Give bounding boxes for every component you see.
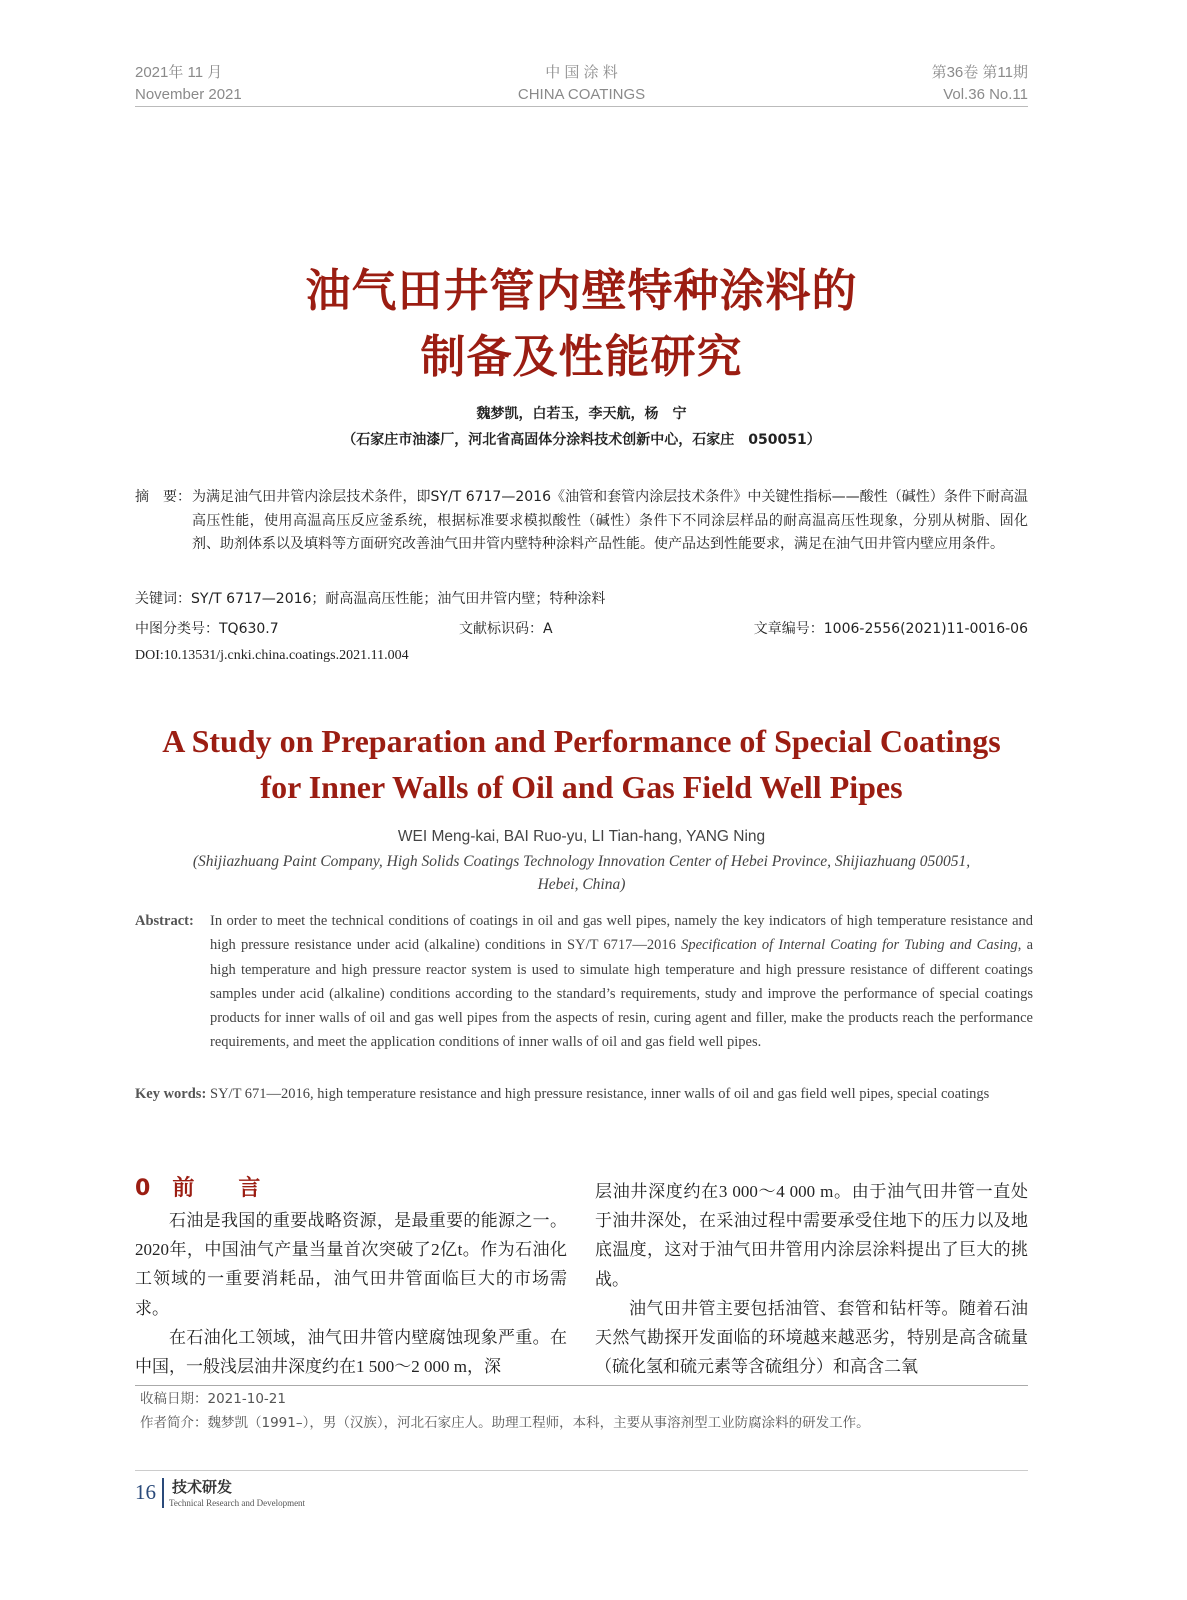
title-cn-line-2: 制备及性能研究: [420, 330, 743, 383]
standard-title: Specification of Internal Coating for Tubing and Casing: [681, 937, 1018, 954]
body-column-right: [595, 1177, 1028, 1381]
title-en-line-1: A Study on Preparation and Performance of Special Coatings: [162, 723, 1001, 759]
doi: DOI:10.13531/j.cnki.china.coatings.2021.11.004: [135, 648, 409, 663]
abstract-cn: [135, 486, 1028, 557]
header-date: [135, 62, 242, 106]
title-cn-line-1: 油气田井管内壁特种涂料的: [305, 264, 858, 317]
header-divider: [135, 106, 1028, 107]
authors-en: WEI Meng-kai, BAI Ruo-yu, LI Tian-hang, YANG Ning: [397, 828, 766, 845]
footer-divider: [135, 1470, 1028, 1471]
keywords-en-text: SY/T 671—2016, high temperature resistance and high pressure resistance, inner walls of oil and gas field well pipes, special coatings: [210, 1086, 990, 1102]
footer-separator: [162, 1478, 164, 1508]
abstract-en-text-part2: , a high temperature and high pressure reactor system is used to simulate high temperature and high pressure resistance of different coatings samples under acid (alkaline) conditions according to the standard’s requirements, study and improve the performance of special coatings products for inner walls of oil and gas well pipes from the aspects of resin, curing agent and filler, make the products reach the performance requirements, and meet the application conditions of inner walls of oil and gas field well pipes.: [210, 937, 1034, 1051]
title-en-line-2: for Inner Walls of Oil and Gas Field Well Pipes: [260, 769, 903, 805]
affiliation-cn: （石家庄市油漆厂，河北省高固体分涂料技术创新中心，石家庄 050051）: [342, 432, 821, 448]
section-title: 前 言: [172, 1176, 261, 1201]
keywords-cn-label: 关键词：: [135, 591, 191, 607]
abstract-cn-label: 摘 要：: [135, 489, 191, 505]
page-number: 16: [135, 1480, 156, 1504]
section-number: 0: [135, 1176, 151, 1201]
header-journal: [435, 62, 728, 106]
header-issue: [932, 62, 1028, 106]
keywords-cn: [135, 588, 605, 610]
keywords-en-label: Key words:: [135, 1086, 207, 1102]
section-heading-introduction: [135, 1171, 260, 1202]
title-cn: [135, 258, 1028, 390]
footer-section-cn: 技术研发: [172, 1478, 233, 1496]
footer-section-en: Technical Research and Development: [169, 1498, 306, 1508]
body-paragraph: 在石油化工领域，油气田井管内壁腐蚀现象严重。在中国，一般浅层油井深度约在1 500～2 000 m，深: [135, 1327, 567, 1377]
affiliation-en: [135, 850, 1028, 896]
title-en: [135, 718, 1028, 810]
abstract-en-text: [210, 909, 1033, 1055]
header-journal-en: CHINA COATINGS: [517, 86, 646, 103]
body-paragraph: 层油井深度约在3 000～4 000 m。由于油气田井管一直处于油井深处，在采油过程中需要承受住地下的压力以及地底温度，这对于油气田井管用内涂层涂料提出了巨大的挑战。: [595, 1182, 1028, 1289]
abstract-en-text-part1: In order to meet the technical conditions of coatings in oil and gas well pipes, namely the key indicators of high temperature resistance and high pressure resistance under acid (alkaline) conditions in SY/T 6717—2016: [210, 913, 1033, 954]
document-code: 文献标识码：A: [459, 621, 553, 637]
body-column-left: [135, 1206, 567, 1381]
affiliation-en-line-1: (Shijiazhuang Paint Company, High Solids Coatings Technology Innovation Center of Hebei Province, Shijiazhuang 050051,: [192, 853, 971, 870]
header-date-cn: 2021年 11 月: [135, 64, 223, 81]
body-paragraph: 油气田井管主要包括油管、套管和钻杆等。随着石油天然气勘探开发面临的环境越来越恶劣，特别是高含硫量（硫化氢和硫元素等含硫组分）和高含二氧: [595, 1298, 1028, 1377]
clc-number: 中图分类号：TQ630.7: [135, 621, 279, 637]
abstract-en-label: Abstract:: [135, 913, 194, 929]
footnote-divider: [135, 1385, 1028, 1386]
abstract-cn-text: 为满足油气田井管内涂层技术条件，即SY/T 6717—2016《油管和套管内涂层技术条件》中关键性指标——酸性（碱性）条件下耐高温高压性能，使用高温高压反应釜系统，根据标准要求模拟酸性（碱性）条件下不同涂层样品的耐高温高压性现象，分别从树脂、固化剂、助剂体系以及填料等方面研究改善油气田井管内壁特种涂料产品性能。使产品达到性能要求，满足在油气田井管内壁应用条件。: [192, 489, 1028, 552]
article-number: 文章编号：1006-2556(2021)11-0016-06: [753, 621, 1028, 637]
footnote-author-bio: 作者简介：魏梦凯（1991–），男（汉族），河北石家庄人。助理工程师，本科，主要从事溶剂型工业防腐涂料的研发工作。: [140, 1415, 870, 1431]
abstract-en: [135, 909, 1033, 1055]
affiliation-en-line-2: Hebei, China): [537, 876, 626, 893]
header-journal-cn: 中 国 涂 料: [545, 64, 618, 81]
header-issue-cn: 第36卷 第11期: [931, 64, 1028, 81]
keywords-en: [135, 1082, 1033, 1106]
keywords-cn-text: SY/T 6717—2016；耐高温高压性能；油气田井管内壁；特种涂料: [191, 591, 606, 607]
footnote-received-date: 收稿日期：2021-10-21: [140, 1391, 286, 1407]
header-issue-en: Vol.36 No.11: [943, 86, 1028, 103]
authors-cn: 魏梦凯，白若玉，李天航，杨 宁: [476, 406, 687, 422]
header-date-en: November 2021: [135, 86, 242, 103]
body-paragraph: 石油是我国的重要战略资源，是最重要的能源之一。2020年，中国油气产量当量首次突破了2亿t。作为石油化工领域的一重要消耗品，油气田井管面临巨大的市场需求。: [135, 1211, 567, 1318]
